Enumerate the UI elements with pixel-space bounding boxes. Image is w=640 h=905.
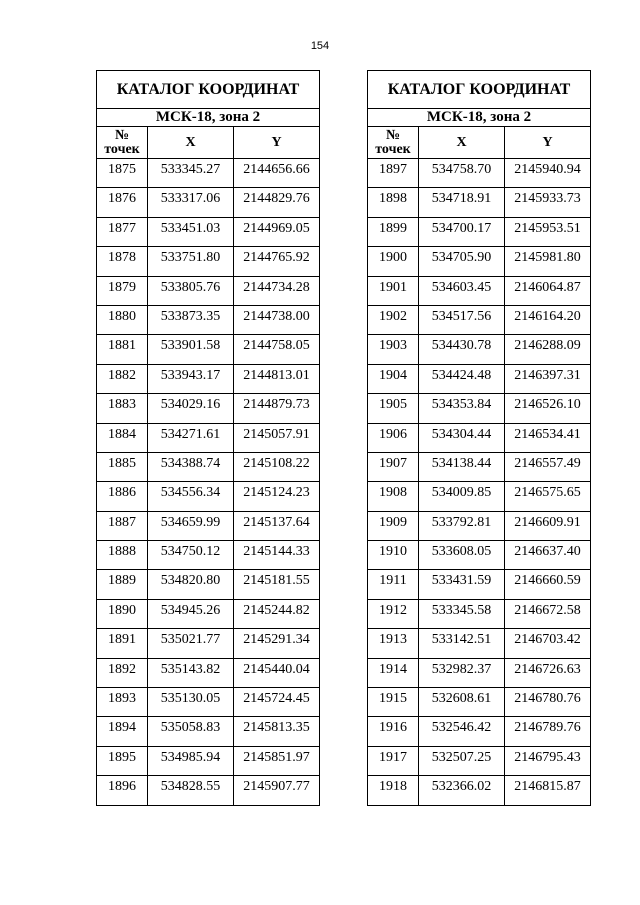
- y-coordinate-cell: 2145291.34: [234, 629, 320, 658]
- y-coordinate-cell: 2146703.42: [505, 629, 591, 658]
- point-number-cell: 1904: [368, 364, 419, 393]
- table-row: [368, 217, 591, 246]
- y-coordinate-cell: 2146672.58: [505, 599, 591, 628]
- table-row: [97, 335, 320, 364]
- point-number-header: [97, 127, 148, 159]
- x-coordinate-cell: 533608.05: [419, 541, 505, 570]
- point-number-cell: 1886: [97, 482, 148, 511]
- y-coordinate-cell: 2146780.76: [505, 688, 591, 717]
- x-coordinate-cell: 534138.44: [419, 452, 505, 481]
- x-column-header: X: [148, 127, 234, 159]
- page-number: 154: [310, 40, 330, 52]
- y-coordinate-cell: 2145137.64: [234, 511, 320, 540]
- y-coordinate-cell: 2146557.49: [505, 452, 591, 481]
- y-coordinate-cell: 2146795.43: [505, 746, 591, 775]
- point-number-cell: 1903: [368, 335, 419, 364]
- table-row: [97, 599, 320, 628]
- table-row: [368, 247, 591, 276]
- point-number-cell: 1910: [368, 541, 419, 570]
- point-number-cell: 1916: [368, 717, 419, 746]
- point-number-cell: 1901: [368, 276, 419, 305]
- point-number-cell: 1899: [368, 217, 419, 246]
- x-coordinate-cell: 534705.90: [419, 247, 505, 276]
- y-coordinate-cell: 2146726.63: [505, 658, 591, 687]
- point-number-header-line1: №: [114, 127, 130, 143]
- table-subtitle: МСК-18, зона 2: [368, 109, 591, 127]
- table-row: [368, 717, 591, 746]
- x-coordinate-cell: 533431.59: [419, 570, 505, 599]
- y-coordinate-cell: 2144758.05: [234, 335, 320, 364]
- coordinate-catalog-table-left: [96, 70, 320, 806]
- y-coordinate-cell: 2146288.09: [505, 335, 591, 364]
- x-coordinate-cell: 534029.16: [148, 394, 234, 423]
- point-number-cell: 1875: [97, 159, 148, 188]
- x-coordinate-cell: 534353.84: [419, 394, 505, 423]
- y-coordinate-cell: 2146660.59: [505, 570, 591, 599]
- x-coordinate-cell: 534700.17: [419, 217, 505, 246]
- point-number-cell: 1878: [97, 247, 148, 276]
- point-number-cell: 1887: [97, 511, 148, 540]
- x-coordinate-cell: 533345.58: [419, 599, 505, 628]
- point-number-cell: 1898: [368, 188, 419, 217]
- point-number-cell: 1876: [97, 188, 148, 217]
- x-coordinate-cell: 534517.56: [419, 305, 505, 334]
- y-coordinate-cell: 2145933.73: [505, 188, 591, 217]
- point-number-cell: 1893: [97, 688, 148, 717]
- x-coordinate-cell: 534820.80: [148, 570, 234, 599]
- x-coordinate-cell: 535058.83: [148, 717, 234, 746]
- table-row: [97, 746, 320, 775]
- table-row: [97, 305, 320, 334]
- y-coordinate-cell: 2146637.40: [505, 541, 591, 570]
- point-number-cell: 1902: [368, 305, 419, 334]
- y-coordinate-cell: 2144734.28: [234, 276, 320, 305]
- x-coordinate-cell: 534009.85: [419, 482, 505, 511]
- x-coordinate-cell: 533317.06: [148, 188, 234, 217]
- point-number-cell: 1883: [97, 394, 148, 423]
- x-coordinate-cell: 534388.74: [148, 452, 234, 481]
- point-number-cell: 1911: [368, 570, 419, 599]
- x-coordinate-cell: 532546.42: [419, 717, 505, 746]
- y-coordinate-cell: 2145057.91: [234, 423, 320, 452]
- table-row: [97, 570, 320, 599]
- table-row: [368, 570, 591, 599]
- x-coordinate-cell: 534828.55: [148, 776, 234, 805]
- table-row: [368, 688, 591, 717]
- table-row: [368, 276, 591, 305]
- point-number-cell: 1906: [368, 423, 419, 452]
- point-number-cell: 1884: [97, 423, 148, 452]
- point-number-cell: 1885: [97, 452, 148, 481]
- x-coordinate-cell: 535130.05: [148, 688, 234, 717]
- x-column-header: X: [419, 127, 505, 159]
- y-coordinate-cell: 2144813.01: [234, 364, 320, 393]
- table-row: [368, 305, 591, 334]
- point-number-cell: 1894: [97, 717, 148, 746]
- point-number-cell: 1891: [97, 629, 148, 658]
- table-row: [97, 364, 320, 393]
- table-row: [368, 541, 591, 570]
- table-row: [97, 717, 320, 746]
- y-coordinate-cell: 2144829.76: [234, 188, 320, 217]
- x-coordinate-cell: 535143.82: [148, 658, 234, 687]
- x-coordinate-cell: 533873.35: [148, 305, 234, 334]
- y-coordinate-cell: 2146064.87: [505, 276, 591, 305]
- y-coordinate-cell: 2146789.76: [505, 717, 591, 746]
- table-title: КАТАЛОГ КООРДИНАТ: [368, 71, 591, 109]
- table-row: [97, 159, 320, 188]
- table-row: [368, 658, 591, 687]
- y-coordinate-cell: 2144738.00: [234, 305, 320, 334]
- table-row: [97, 423, 320, 452]
- y-column-header: Y: [234, 127, 320, 159]
- point-number-cell: 1881: [97, 335, 148, 364]
- y-coordinate-cell: 2145813.35: [234, 717, 320, 746]
- y-coordinate-cell: 2145851.97: [234, 746, 320, 775]
- y-coordinate-cell: 2145181.55: [234, 570, 320, 599]
- table-row: [97, 482, 320, 511]
- table-row: [368, 423, 591, 452]
- point-number-header-line1: №: [385, 127, 401, 143]
- table-row: [97, 276, 320, 305]
- y-coordinate-cell: 2146575.65: [505, 482, 591, 511]
- x-coordinate-cell: 534945.26: [148, 599, 234, 628]
- x-coordinate-cell: 533451.03: [148, 217, 234, 246]
- point-number-cell: 1880: [97, 305, 148, 334]
- point-number-cell: 1915: [368, 688, 419, 717]
- point-number-cell: 1892: [97, 658, 148, 687]
- table-row: [97, 541, 320, 570]
- table-title: КАТАЛОГ КООРДИНАТ: [97, 71, 320, 109]
- point-number-cell: 1896: [97, 776, 148, 805]
- y-coordinate-cell: 2145244.82: [234, 599, 320, 628]
- x-coordinate-cell: 533142.51: [419, 629, 505, 658]
- table-subtitle: МСК-18, зона 2: [97, 109, 320, 127]
- table-row: [97, 247, 320, 276]
- y-coordinate-cell: 2146609.91: [505, 511, 591, 540]
- table-row: [368, 629, 591, 658]
- y-coordinate-cell: 2144656.66: [234, 159, 320, 188]
- x-coordinate-cell: 532608.61: [419, 688, 505, 717]
- x-coordinate-cell: 535021.77: [148, 629, 234, 658]
- x-coordinate-cell: 533792.81: [419, 511, 505, 540]
- table-row: [97, 511, 320, 540]
- point-number-cell: 1908: [368, 482, 419, 511]
- point-number-header-line2: точек: [375, 141, 411, 157]
- table-row: [368, 776, 591, 805]
- x-coordinate-cell: 533345.27: [148, 159, 234, 188]
- x-coordinate-cell: 534758.70: [419, 159, 505, 188]
- table-row: [97, 776, 320, 805]
- point-number-cell: 1879: [97, 276, 148, 305]
- y-coordinate-cell: 2145144.33: [234, 541, 320, 570]
- point-number-cell: 1913: [368, 629, 419, 658]
- point-number-header: [368, 127, 419, 159]
- table-row: [368, 188, 591, 217]
- x-coordinate-cell: 532366.02: [419, 776, 505, 805]
- y-coordinate-cell: 2146815.87: [505, 776, 591, 805]
- table-row: [97, 452, 320, 481]
- point-number-cell: 1907: [368, 452, 419, 481]
- x-coordinate-cell: 534718.91: [419, 188, 505, 217]
- table-row: [368, 482, 591, 511]
- y-coordinate-cell: 2145907.77: [234, 776, 320, 805]
- y-coordinate-cell: 2145108.22: [234, 452, 320, 481]
- table-row: [368, 335, 591, 364]
- x-coordinate-cell: 534603.45: [419, 276, 505, 305]
- y-coordinate-cell: 2144765.92: [234, 247, 320, 276]
- table-row: [368, 511, 591, 540]
- point-number-cell: 1888: [97, 541, 148, 570]
- point-number-cell: 1882: [97, 364, 148, 393]
- y-coordinate-cell: 2145440.04: [234, 658, 320, 687]
- y-column-header: Y: [505, 127, 591, 159]
- x-coordinate-cell: 533901.58: [148, 335, 234, 364]
- y-coordinate-cell: 2145953.51: [505, 217, 591, 246]
- table-row: [97, 629, 320, 658]
- x-coordinate-cell: 533805.76: [148, 276, 234, 305]
- y-coordinate-cell: 2144969.05: [234, 217, 320, 246]
- point-number-cell: 1889: [97, 570, 148, 599]
- x-coordinate-cell: 533943.17: [148, 364, 234, 393]
- point-number-cell: 1900: [368, 247, 419, 276]
- x-coordinate-cell: 534424.48: [419, 364, 505, 393]
- point-number-cell: 1890: [97, 599, 148, 628]
- x-coordinate-cell: 534430.78: [419, 335, 505, 364]
- point-number-cell: 1877: [97, 217, 148, 246]
- coordinate-catalog-table-right: [367, 70, 591, 806]
- point-number-cell: 1918: [368, 776, 419, 805]
- y-coordinate-cell: 2146534.41: [505, 423, 591, 452]
- table-row: [368, 364, 591, 393]
- y-coordinate-cell: 2145940.94: [505, 159, 591, 188]
- table-row: [368, 159, 591, 188]
- point-number-cell: 1905: [368, 394, 419, 423]
- table-row: [368, 599, 591, 628]
- point-number-header-line2: точек: [104, 141, 140, 157]
- point-number-cell: 1917: [368, 746, 419, 775]
- y-coordinate-cell: 2144879.73: [234, 394, 320, 423]
- y-coordinate-cell: 2146397.31: [505, 364, 591, 393]
- x-coordinate-cell: 534750.12: [148, 541, 234, 570]
- point-number-cell: 1895: [97, 746, 148, 775]
- y-coordinate-cell: 2145981.80: [505, 247, 591, 276]
- table-row: [368, 746, 591, 775]
- point-number-cell: 1909: [368, 511, 419, 540]
- y-coordinate-cell: 2146526.10: [505, 394, 591, 423]
- x-coordinate-cell: 534556.34: [148, 482, 234, 511]
- table-row: [368, 452, 591, 481]
- y-coordinate-cell: 2145124.23: [234, 482, 320, 511]
- x-coordinate-cell: 534985.94: [148, 746, 234, 775]
- y-coordinate-cell: 2145724.45: [234, 688, 320, 717]
- x-coordinate-cell: 532507.25: [419, 746, 505, 775]
- x-coordinate-cell: 534304.44: [419, 423, 505, 452]
- point-number-cell: 1897: [368, 159, 419, 188]
- x-coordinate-cell: 532982.37: [419, 658, 505, 687]
- table-row: [97, 658, 320, 687]
- table-row: [97, 688, 320, 717]
- y-coordinate-cell: 2146164.20: [505, 305, 591, 334]
- table-row: [97, 394, 320, 423]
- table-row: [97, 217, 320, 246]
- x-coordinate-cell: 534271.61: [148, 423, 234, 452]
- x-coordinate-cell: 534659.99: [148, 511, 234, 540]
- table-row: [368, 394, 591, 423]
- point-number-cell: 1914: [368, 658, 419, 687]
- point-number-cell: 1912: [368, 599, 419, 628]
- table-row: [97, 188, 320, 217]
- x-coordinate-cell: 533751.80: [148, 247, 234, 276]
